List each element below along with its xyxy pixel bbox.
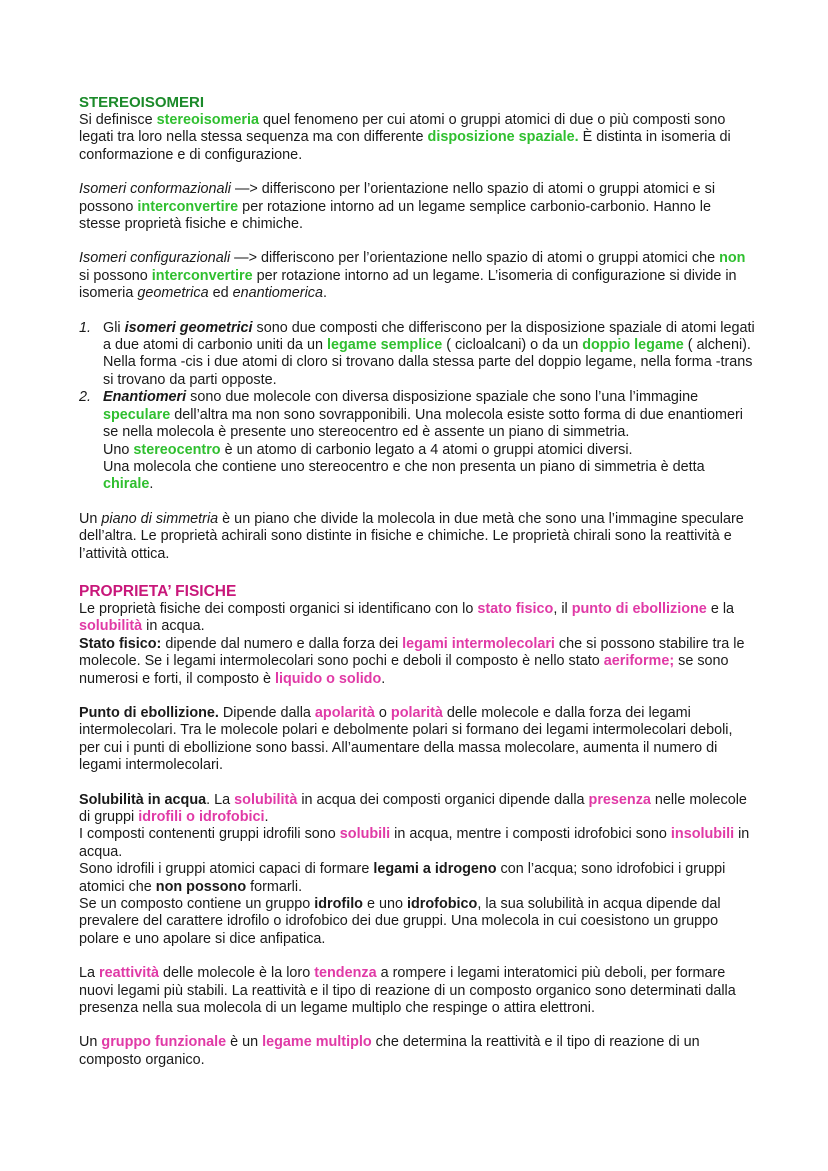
paragraph-soluble-groups: I composti contenenti gruppi idrofili sono solubili in acqua, mentre i composti idrofobici sono insolubili in acqua. <box>79 826 750 860</box>
paragraph-physical-intro: Le proprietà fisiche dei composti organici si identificano con lo stato fisico, il punto di ebollizione e la solubilità in acqua. <box>79 600 735 635</box>
paragraph-solubility: Solubilità in acqua. La solubilità in acqua dei composti organici dipende dalla presenza nelle molecole di gruppi idrofili o idrofobici. <box>79 791 747 825</box>
paragraph-reactivity: La reattività delle molecole è la loro tendenza a rompere i legami interatomici più deboli, per formare nuovi legami più stabili. La reattività e il tipo di reazione di un composto organico sono determinati dalla presenza nella sua molecola di un legame multiplo che respinge o attira elettroni. <box>79 965 736 1017</box>
paragraph-configurational-isomers: Isomeri configurazionali —> differiscono per l’orientazione nello spazio di atomi o gruppi atomici che non si possono interconvertire per rotazione intorno ad un legame. L’isomeria di configurazione si divide in isomeria geometrica ed enantiomerica. <box>79 250 746 302</box>
list-item-geometric-isomers: 1. Gli isomeri geometrici sono due composti che differiscono per la disposizione spaziale di atomi legati a due atomi di carbonio uniti da un legame semplice ( cicloalcani) o da un doppio legame ( alcheni). Nella forma -cis i due atomi di cloro si trovano dalla stessa parte del doppio legame, nella forma -trans si trovano da parti opposte. <box>79 319 755 388</box>
list-number: 1. <box>79 319 92 336</box>
chiral-definition: Una molecola che contiene uno stereocentro e che non presenta un piano di simmetria è detta chirale. <box>103 458 705 493</box>
paragraph-symmetry-plane: Un piano di simmetria è un piano che divide la molecola in due metà che sono una l’immagine speculare dell’altra. Le proprietà achirali sono distinte in fisiche e chimiche. Le proprietà chirali sono la reattività e l’attività ottica. <box>79 510 744 562</box>
paragraph-definition: Si definisce stereoisomeria quel fenomeno per cui atomi o gruppi atomici di due o più composti sono legati tra loro nella stessa sequenza ma con differente disposizione spaziale. È distinta in isomeria di conformazione e di configurazione. <box>79 112 731 163</box>
document-page <box>79 94 755 1069</box>
stereocenter-definition: Uno stereocentro è un atomo di carbonio legato a 4 atomi o gruppi atomici diversi. <box>103 441 633 458</box>
paragraph-boiling-point: Punto di ebollizione. Dipende dalla apolarità o polarità delle molecole e dalla forza dei legami intermolecolari. Tra le molecole polari e debolmente polari si formano dei legami intermolecolari deboli, per cui i punti di ebollizione sono bassi. All’aumentare della massa molecolare, aumenta il numero di legami intermolecolari. <box>79 704 733 774</box>
section-title-stereoisomeri: STEREOISOMERI <box>79 94 205 111</box>
isomer-types-list <box>79 320 755 494</box>
section-title-physical-properties: PROPRIETA’ FISICHE <box>79 582 237 600</box>
list-number: 2. <box>79 389 92 406</box>
paragraph-functional-group: Un gruppo funzionale è un legame multiplo che determina la reattività e il tipo di reazione di un composto organico. <box>79 1034 700 1068</box>
paragraph-hydrophilic-groups: Sono idrofili i gruppi atomici capaci di formare legami a idrogeno con l’acqua; sono idrofobici i gruppi atomici che non possono formarli. <box>79 861 726 895</box>
paragraph-conformational-isomers: Isomeri conformazionali —> differiscono per l’orientazione nello spazio di atomi o gruppi atomici e si possono interconvertire per rotazione intorno ad un legame semplice carbonio-carbonio. Hanno le stesse proprietà fisiche e chimiche. <box>79 181 716 233</box>
paragraph-amphipathic: Se un composto contiene un gruppo idrofilo e uno idrofobico, la sua solubilità in acqua dipende dal prevalere del carattere idrofilo o idrofobico dei due gruppi. Una molecola in cui coesistono un gruppo polare e uno apolare si dice anfipatica. <box>79 896 721 947</box>
list-item-enantiomers: 2. Enantiomeri sono due molecole con diversa disposizione spaziale che sono l’una l’immagine speculare dell’altra ma non sono sovrapponibili. Una molecola esiste sotto forma di due enantiomeri se nella molecola è presente uno stereocentro ed è assente un piano di simmetria. Uno stereocentro è un atomo di carbonio legato a 4 atomi o gruppi atomici diversi. Una molecola che contiene uno stereocentro e che non presenta un piano di simmetria è detta chirale. <box>79 389 755 493</box>
paragraph-physical-state: Stato fisico: dipende dal numero e dalla forza dei legami intermolecolari che si possono stabilire tra le molecole. Se i legami intermolecolari sono pochi e deboli il composto è nello stato aeriforme; se sono numerosi e forti, il composto è liquido o solido. <box>79 635 745 687</box>
